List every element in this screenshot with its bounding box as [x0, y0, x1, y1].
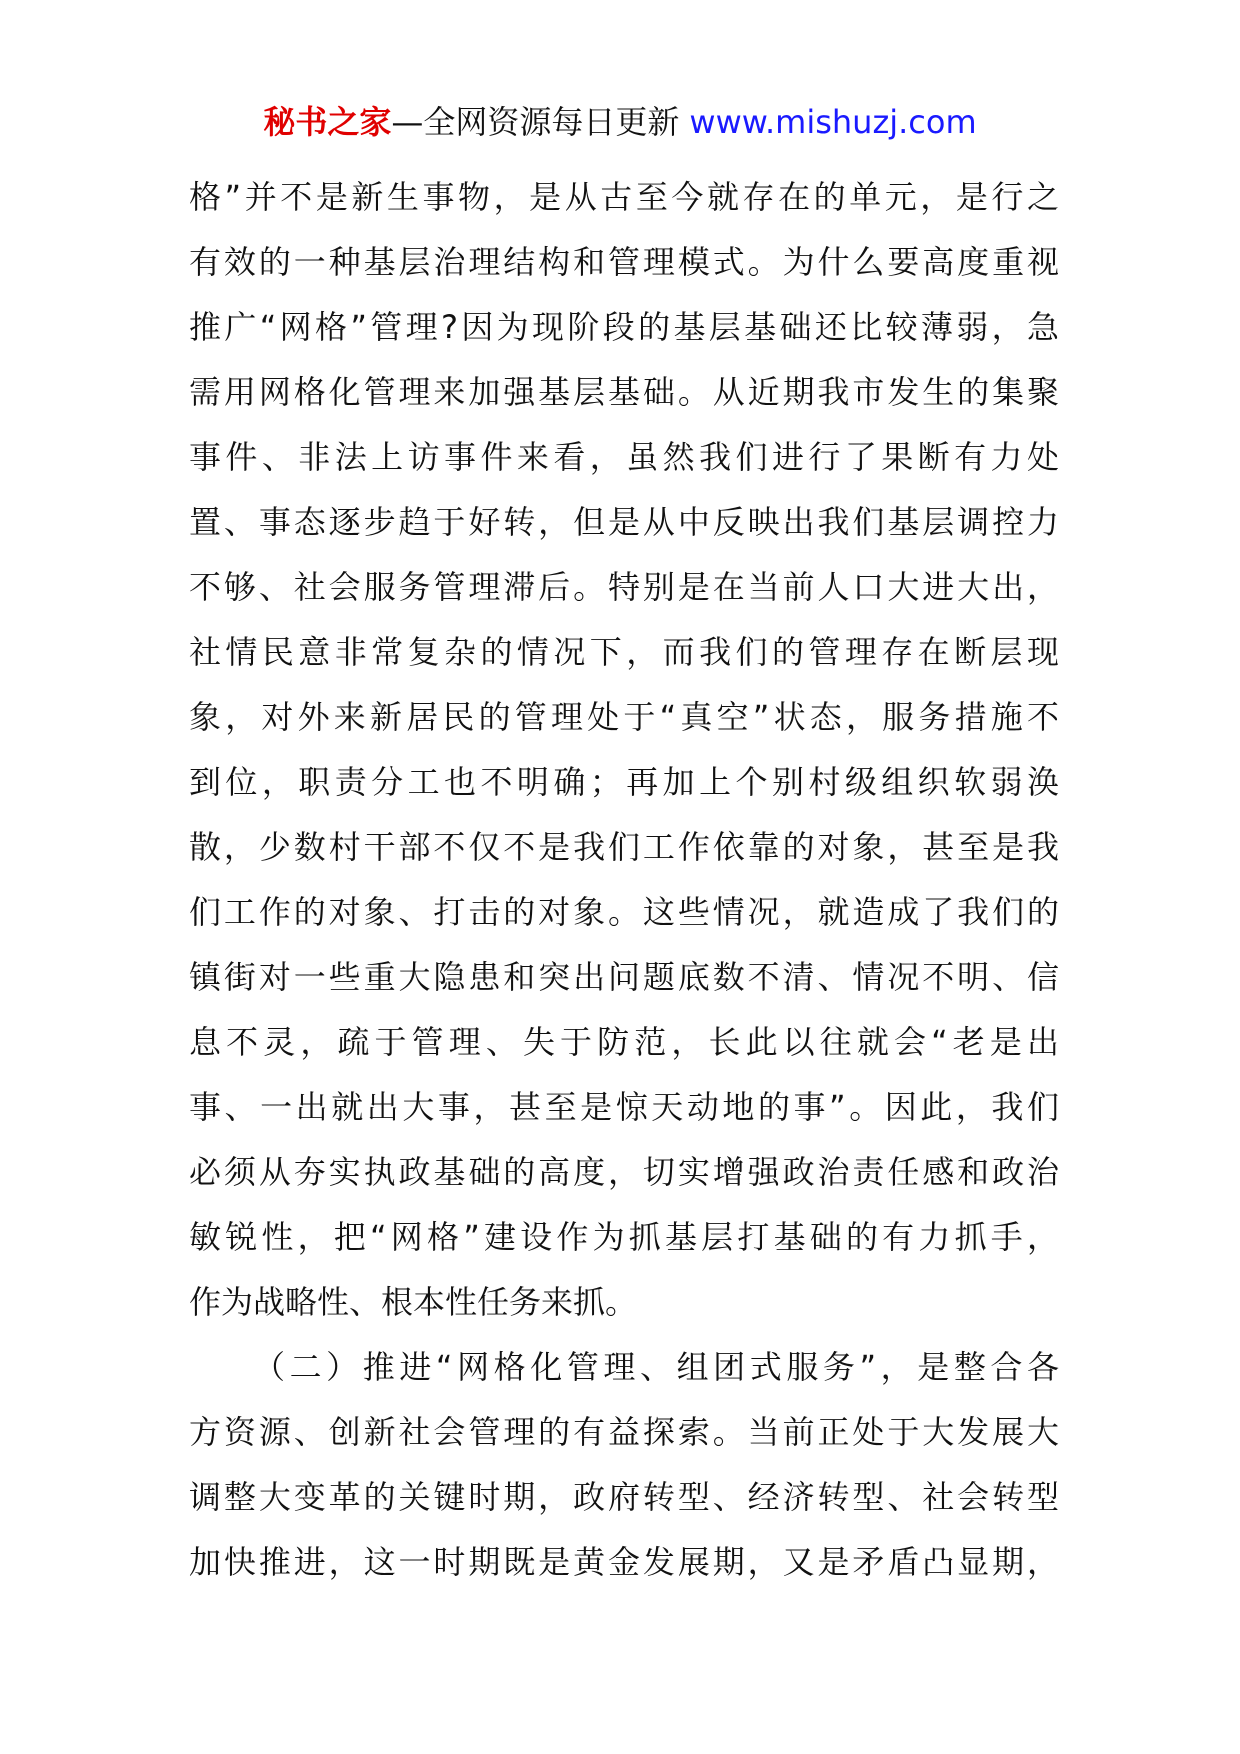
text-line: 方资源、创新社会管理的有益探索。当前正处于大发展大 — [189, 1413, 1059, 1451]
text-line: 镇街对一些重大隐患和突出问题底数不清、情况不明、信 — [189, 958, 1059, 996]
text-line: 必须从夯实执政基础的高度，切实增强政治责任感和政治 — [189, 1153, 1059, 1191]
text-line: 调整大变革的关键时期，政府转型、经济转型、社会转型 — [189, 1478, 1059, 1516]
text-line: 散，少数村干部不仅不是我们工作依靠的对象，甚至是我 — [189, 828, 1059, 866]
text-line: 事、一出就出大事，甚至是惊天动地的事”。因此，我们 — [189, 1088, 1059, 1126]
text-line: 加快推进，这一时期既是黄金发展期，又是矛盾凸显期， — [189, 1543, 1059, 1581]
page-header — [0, 100, 1240, 144]
document-body — [189, 165, 1059, 1595]
text-line: 社情民意非常复杂的情况下，而我们的管理存在断层现 — [189, 633, 1059, 671]
text-line: 息不灵，疏于管理、失于防范，长此以往就会“老是出 — [189, 1023, 1059, 1061]
paragraph-end-line: 作为战略性、根本性任务来抓。 — [189, 1283, 638, 1321]
text-line: 格”并不是新生事物，是从古至今就存在的单元，是行之 — [189, 178, 1059, 216]
text-line: 到位，职责分工也不明确；再加上个别村级组织软弱涣 — [189, 763, 1059, 801]
text-line: 们工作的对象、打击的对象。这些情况，就造成了我们的 — [189, 893, 1059, 931]
text-line: 象，对外来新居民的管理处于“真空”状态，服务措施不 — [189, 698, 1059, 736]
text-line: 事件、非法上访事件来看，虽然我们进行了果断有力处 — [189, 438, 1059, 476]
header-tagline: —全网资源每日更新 — [391, 103, 680, 141]
section-heading-line: （二）推进“网格化管理、组团式服务”，是整合各 — [253, 1348, 1059, 1386]
text-line: 需用网格化管理来加强基层基础。从近期我市发生的集聚 — [189, 373, 1059, 411]
site-url-link[interactable]: www.mishuzj.com — [689, 103, 977, 141]
text-line: 推广“网格”管理?因为现阶段的基层基础还比较薄弱，急 — [189, 308, 1059, 346]
brand-name: 秘书之家 — [263, 103, 392, 141]
text-line: 不够、社会服务管理滞后。特别是在当前人口大进大出， — [189, 568, 1059, 606]
text-line: 有效的一种基层治理结构和管理模式。为什么要高度重视 — [189, 243, 1059, 281]
text-line: 敏锐性，把“网格”建设作为抓基层打基础的有力抓手， — [189, 1218, 1059, 1256]
text-line: 置、事态逐步趋于好转，但是从中反映出我们基层调控力 — [189, 503, 1059, 541]
